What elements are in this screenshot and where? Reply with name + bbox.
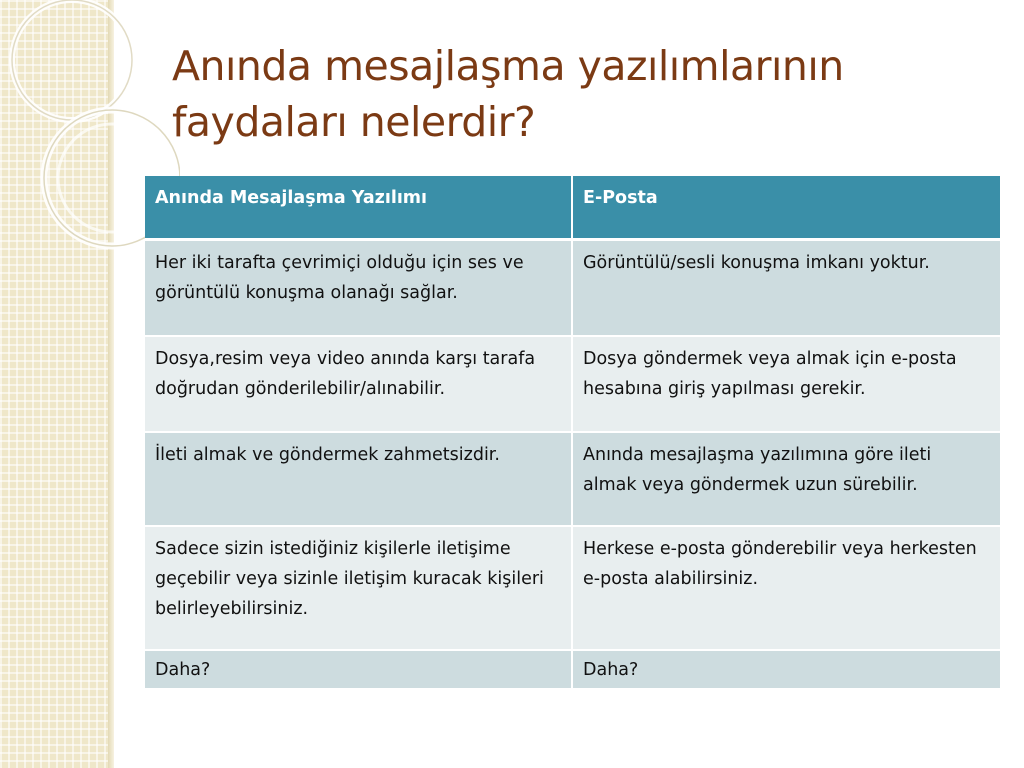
table-cell-instant-messaging: İleti almak ve göndermek zahmetsizdir. (145, 432, 572, 526)
table-row (145, 432, 1000, 526)
table-cell-instant-messaging: Sadece sizin istediğiniz kişilerle iletişime geçebilir veya sizinle iletişim kuracak kişileri belirleyebilirsiniz. (145, 526, 572, 650)
table-cell-email: Daha? (572, 650, 1000, 689)
column-header-instant-messaging: Anında Mesajlaşma Yazılımı (145, 176, 572, 240)
table-cell-email: Herkese e-posta gönderebilir veya herkesten e-posta alabilirsiniz. (572, 526, 1000, 650)
table-cell-email: Anında mesajlaşma yazılımına göre ileti almak veya göndermek uzun sürebilir. (572, 432, 1000, 526)
table-cell-instant-messaging: Dosya,resim veya video anında karşı tarafa doğrudan gönderilebilir/alınabilir. (145, 336, 572, 432)
slide-title: Anında mesajlaşma yazılımlarının faydaları nelerdir? (172, 42, 844, 146)
table-cell-email: Görüntülü/sesli konuşma imkanı yoktur. (572, 240, 1000, 337)
table-cell-instant-messaging: Daha? (145, 650, 572, 689)
comparison-table (145, 176, 1000, 690)
table-cell-instant-messaging: Her iki tarafta çevrimiçi olduğu için ses ve görüntülü konuşma olanağı sağlar. (145, 240, 572, 337)
table-row (145, 240, 1000, 337)
column-header-email: E-Posta (572, 176, 1000, 240)
table-cell-email: Dosya göndermek veya almak için e-posta hesabına giriş yapılması gerekir. (572, 336, 1000, 432)
comparison-table-wrapper (145, 176, 1000, 690)
table-row (145, 650, 1000, 689)
table-header-row (145, 176, 1000, 240)
table-row (145, 336, 1000, 432)
table-row (145, 526, 1000, 650)
